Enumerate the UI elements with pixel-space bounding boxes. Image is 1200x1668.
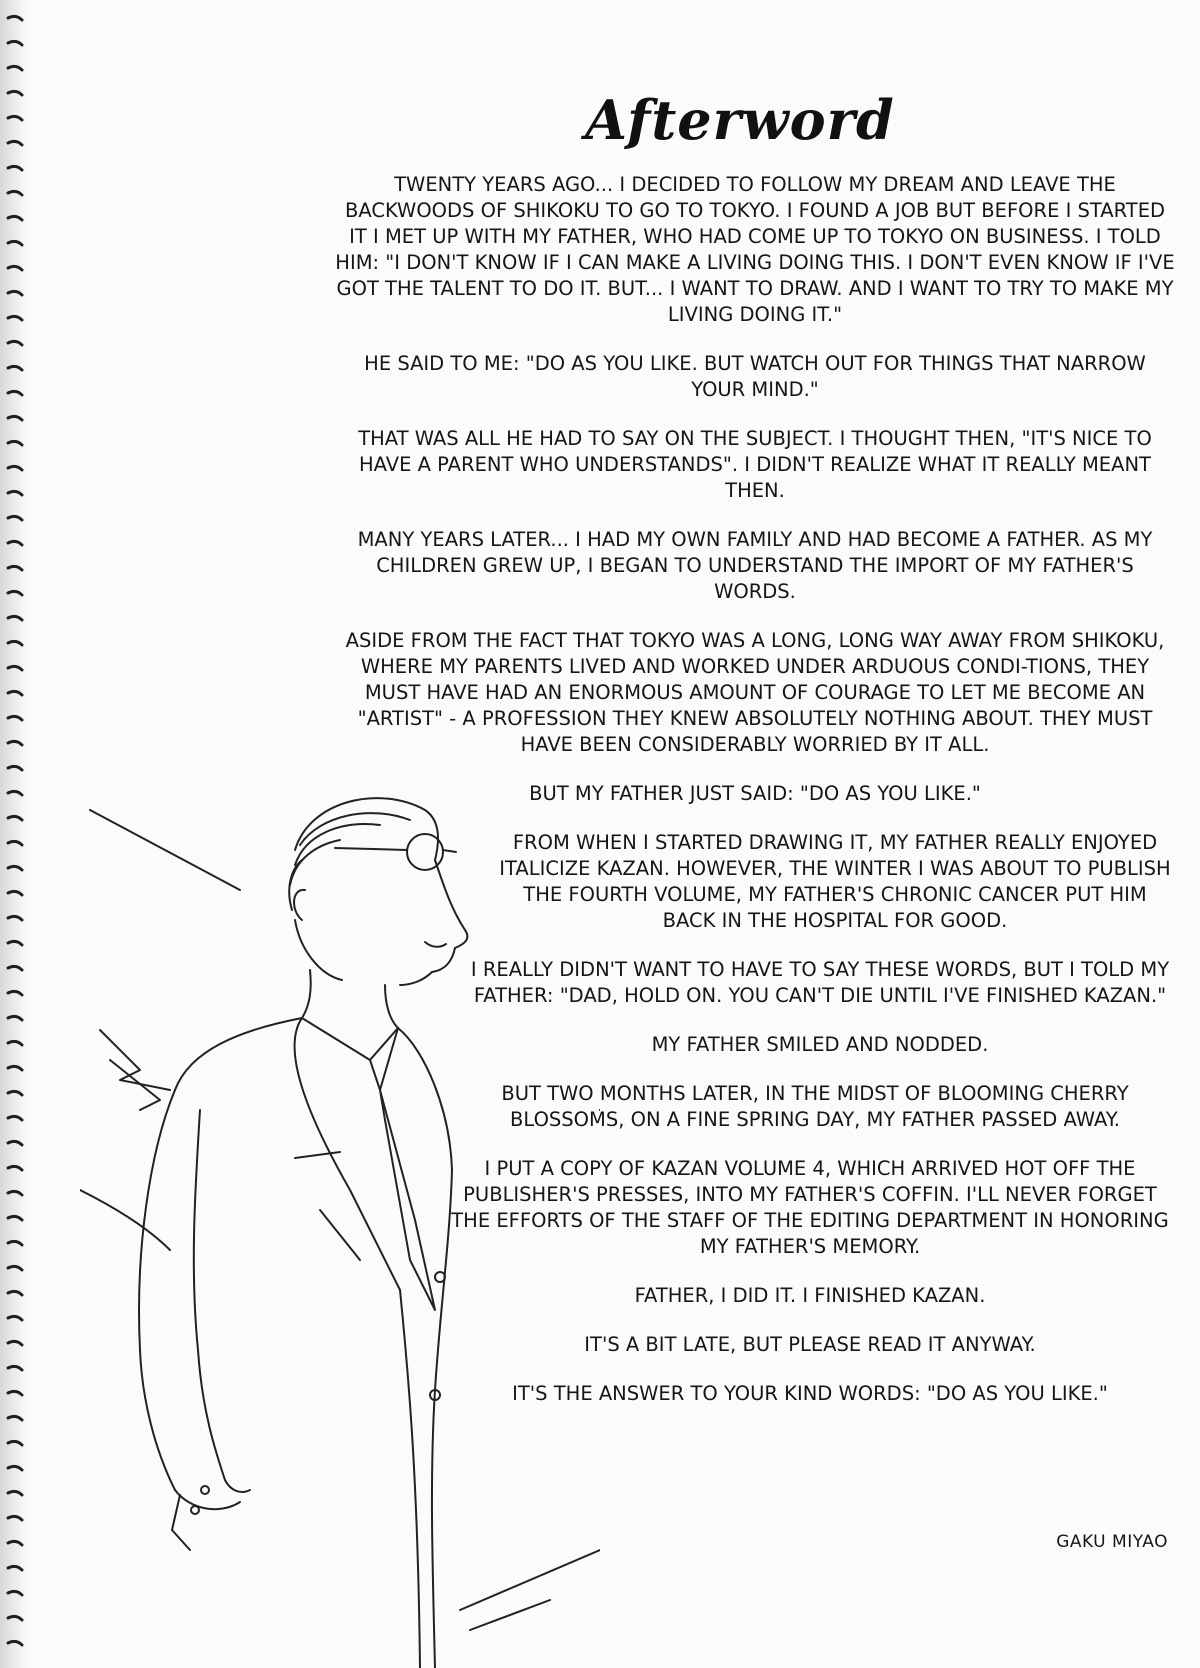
- spiral-ring-mark: [8, 616, 22, 620]
- page-title: Afterword: [585, 88, 895, 152]
- spiral-binding: [6, 10, 28, 1660]
- paragraph: BUT TWO MONTHS LATER, IN THE MIDST OF BLOOMING CHERRY BLOSSOMS, ON A FINE SPRING DAY, MY FATHER PASSED AWAY.: [501, 1082, 1129, 1131]
- spiral-ring-mark: [8, 1641, 22, 1645]
- paragraph: MANY YEARS LATER... I HAD MY OWN FAMILY AND HAD BECOME A FATHER. AS MY CHILDREN GREW UP, I BEGAN TO UNDERSTAND THE IMPORT OF MY FATHER'S WORDS.: [357, 528, 1153, 603]
- spiral-ring-mark: [8, 1491, 22, 1495]
- paragraph: I PUT A COPY OF KAZAN VOLUME 4, WHICH ARRIVED HOT OFF THE PUBLISHER'S PRESSES, INTO MY FATHER'S COFFIN. I'LL NEVER FORGET THE EFFORTS OF THE STAFF OF THE EDITING DEPARTMENT IN HONORING MY FATHER'S MEMORY.: [451, 1157, 1169, 1258]
- spiral-ring-mark: [8, 1066, 22, 1070]
- spiral-ring-mark: [8, 1591, 22, 1595]
- spiral-ring-mark: [8, 341, 22, 345]
- spiral-ring-mark: [8, 1466, 22, 1470]
- spiral-ring-mark: [8, 1366, 22, 1370]
- spiral-ring-mark: [8, 791, 22, 795]
- paragraph: IT'S THE ANSWER TO YOUR KIND WORDS: "DO AS YOU LIKE.": [512, 1382, 1108, 1405]
- spiral-ring-mark: [8, 516, 22, 520]
- spiral-ring-mark: [8, 466, 22, 470]
- paragraph: FATHER, I DID IT. I FINISHED KAZAN.: [634, 1284, 986, 1307]
- spiral-ring-mark: [8, 366, 22, 370]
- spiral-ring-mark: [8, 566, 22, 570]
- paragraph: ASIDE FROM THE FACT THAT TOKYO WAS A LONG, LONG WAY AWAY FROM SHIKOKU, WHERE MY PARENTS LIVED AND WORKED UNDER ARDUOUS CONDI-TIONS, THEY MUST HAVE HAD AN ENORMOUS AMOUNT OF COURAGE TO LET ME BECOME AN "ARTIST" - A PROFESSION THEY KNEW ABSOLUTELY NOTHING ABOUT. THEY MUST HAVE BEEN CONSIDERABLY WORRIED BY IT ALL.: [345, 629, 1165, 756]
- paragraph: MY FATHER SMILED AND NODDED.: [651, 1033, 989, 1056]
- spiral-ring-mark: [8, 1191, 22, 1195]
- paragraph: IT'S A BIT LATE, BUT PLEASE READ IT ANYWAY.: [584, 1333, 1036, 1356]
- spiral-ring-mark: [8, 141, 22, 145]
- spiral-ring-mark: [8, 316, 22, 320]
- spiral-ring-mark: [8, 966, 22, 970]
- spiral-ring-mark: [8, 816, 22, 820]
- spiral-ring-mark: [8, 1041, 22, 1045]
- paragraph: THAT WAS ALL HE HAD TO SAY ON THE SUBJECT. I THOUGHT THEN, "IT'S NICE TO HAVE A PARENT WHO UNDERSTANDS". I DIDN'T REALIZE WHAT IT REALLY MEANT THEN.: [358, 427, 1152, 502]
- afterword-body: [335, 172, 1175, 1430]
- spiral-ring-mark: [8, 116, 22, 120]
- spiral-ring-mark: [8, 216, 22, 220]
- spiral-ring-mark: [8, 1391, 22, 1395]
- spiral-ring-mark: [8, 641, 22, 645]
- spiral-ring-mark: [8, 1566, 22, 1570]
- spiral-ring-mark: [8, 1316, 22, 1320]
- spiral-ring-mark: [8, 591, 22, 595]
- spiral-ring-mark: [8, 41, 22, 45]
- spiral-ring-mark: [8, 541, 22, 545]
- spiral-ring-mark: [8, 416, 22, 420]
- spiral-ring-mark: [8, 241, 22, 245]
- spiral-ring-mark: [8, 166, 22, 170]
- paragraph: TWENTY YEARS AGO... I DECIDED TO FOLLOW MY DREAM AND LEAVE THE BACKWOODS OF SHIKOKU TO GO TO TOKYO. I FOUND A JOB BUT BEFORE I STARTED IT I MET UP WITH MY FATHER, WHO HAD COME UP TO TOKYO ON BUSINESS. I TOLD HIM: "I DON'T KNOW IF I CAN MAKE A LIVING DOING THIS. I DON'T EVEN KNOW IF I'VE GOT THE TALENT TO DO IT. BUT... I WANT TO DRAW. AND I WANT TO TRY TO MAKE MY LIVING DOING IT.": [335, 173, 1175, 326]
- spiral-ring-mark: [8, 1141, 22, 1145]
- spiral-ring-mark: [8, 941, 22, 945]
- spiral-ring-mark: [8, 1241, 22, 1245]
- spiral-ring-mark: [8, 1016, 22, 1020]
- paragraph: I REALLY DIDN'T WANT TO HAVE TO SAY THESE WORDS, BUT I TOLD MY FATHER: "DAD, HOLD ON. YOU CAN'T DIE UNTIL I'VE FINISHED KAZAN.": [470, 958, 1170, 1007]
- spiral-ring-mark: [8, 91, 22, 95]
- spiral-ring-mark: [8, 691, 22, 695]
- paragraph: HE SAID TO ME: "DO AS YOU LIKE. BUT WATCH OUT FOR THINGS THAT NARROW YOUR MIND.": [364, 352, 1146, 401]
- spiral-ring-mark: [8, 441, 22, 445]
- spiral-ring-mark: [8, 1291, 22, 1295]
- spiral-ring-mark: [8, 16, 22, 20]
- paragraph: BUT MY FATHER JUST SAID: "DO AS YOU LIKE.": [529, 782, 981, 805]
- spiral-ring-mark: [8, 866, 22, 870]
- spiral-ring-mark: [8, 741, 22, 745]
- spiral-ring-mark: [8, 1266, 22, 1270]
- spiral-ring-mark: [8, 1416, 22, 1420]
- spiral-ring-mark: [8, 1441, 22, 1445]
- spiral-ring-mark: [8, 1091, 22, 1095]
- spiral-ring-mark: [8, 191, 22, 195]
- spiral-ring-mark: [8, 1541, 22, 1545]
- spiral-ring-mark: [8, 66, 22, 70]
- spiral-ring-mark: [8, 1166, 22, 1170]
- spiral-ring-mark: [8, 841, 22, 845]
- spiral-ring-mark: [8, 716, 22, 720]
- spiral-ring-mark: [8, 1116, 22, 1120]
- spiral-ring-mark: [8, 891, 22, 895]
- spiral-ring-mark: [8, 391, 22, 395]
- paragraph: FROM WHEN I STARTED DRAWING IT, MY FATHER REALLY ENJOYED ITALICIZE KAZAN. HOWEVER, THE WINTER I WAS ABOUT TO PUBLISH THE FOURTH VOLUME, MY FATHER'S CHRONIC CANCER PUT HIM BACK IN THE HOSPITAL FOR GOOD.: [499, 831, 1171, 932]
- spiral-ring-mark: [8, 916, 22, 920]
- spiral-ring-mark: [8, 766, 22, 770]
- spiral-ring-mark: [8, 1516, 22, 1520]
- spiral-ring-mark: [8, 991, 22, 995]
- author-signature: GAKU MIYAO: [1056, 1532, 1168, 1552]
- spiral-ring-mark: [8, 266, 22, 270]
- spiral-ring-mark: [8, 1616, 22, 1620]
- spiral-ring-mark: [8, 291, 22, 295]
- spiral-ring-mark: [8, 666, 22, 670]
- spiral-ring-mark: [8, 491, 22, 495]
- spiral-ring-mark: [8, 1216, 22, 1220]
- spiral-rings-icon: [6, 10, 28, 1660]
- spiral-ring-mark: [8, 1341, 22, 1345]
